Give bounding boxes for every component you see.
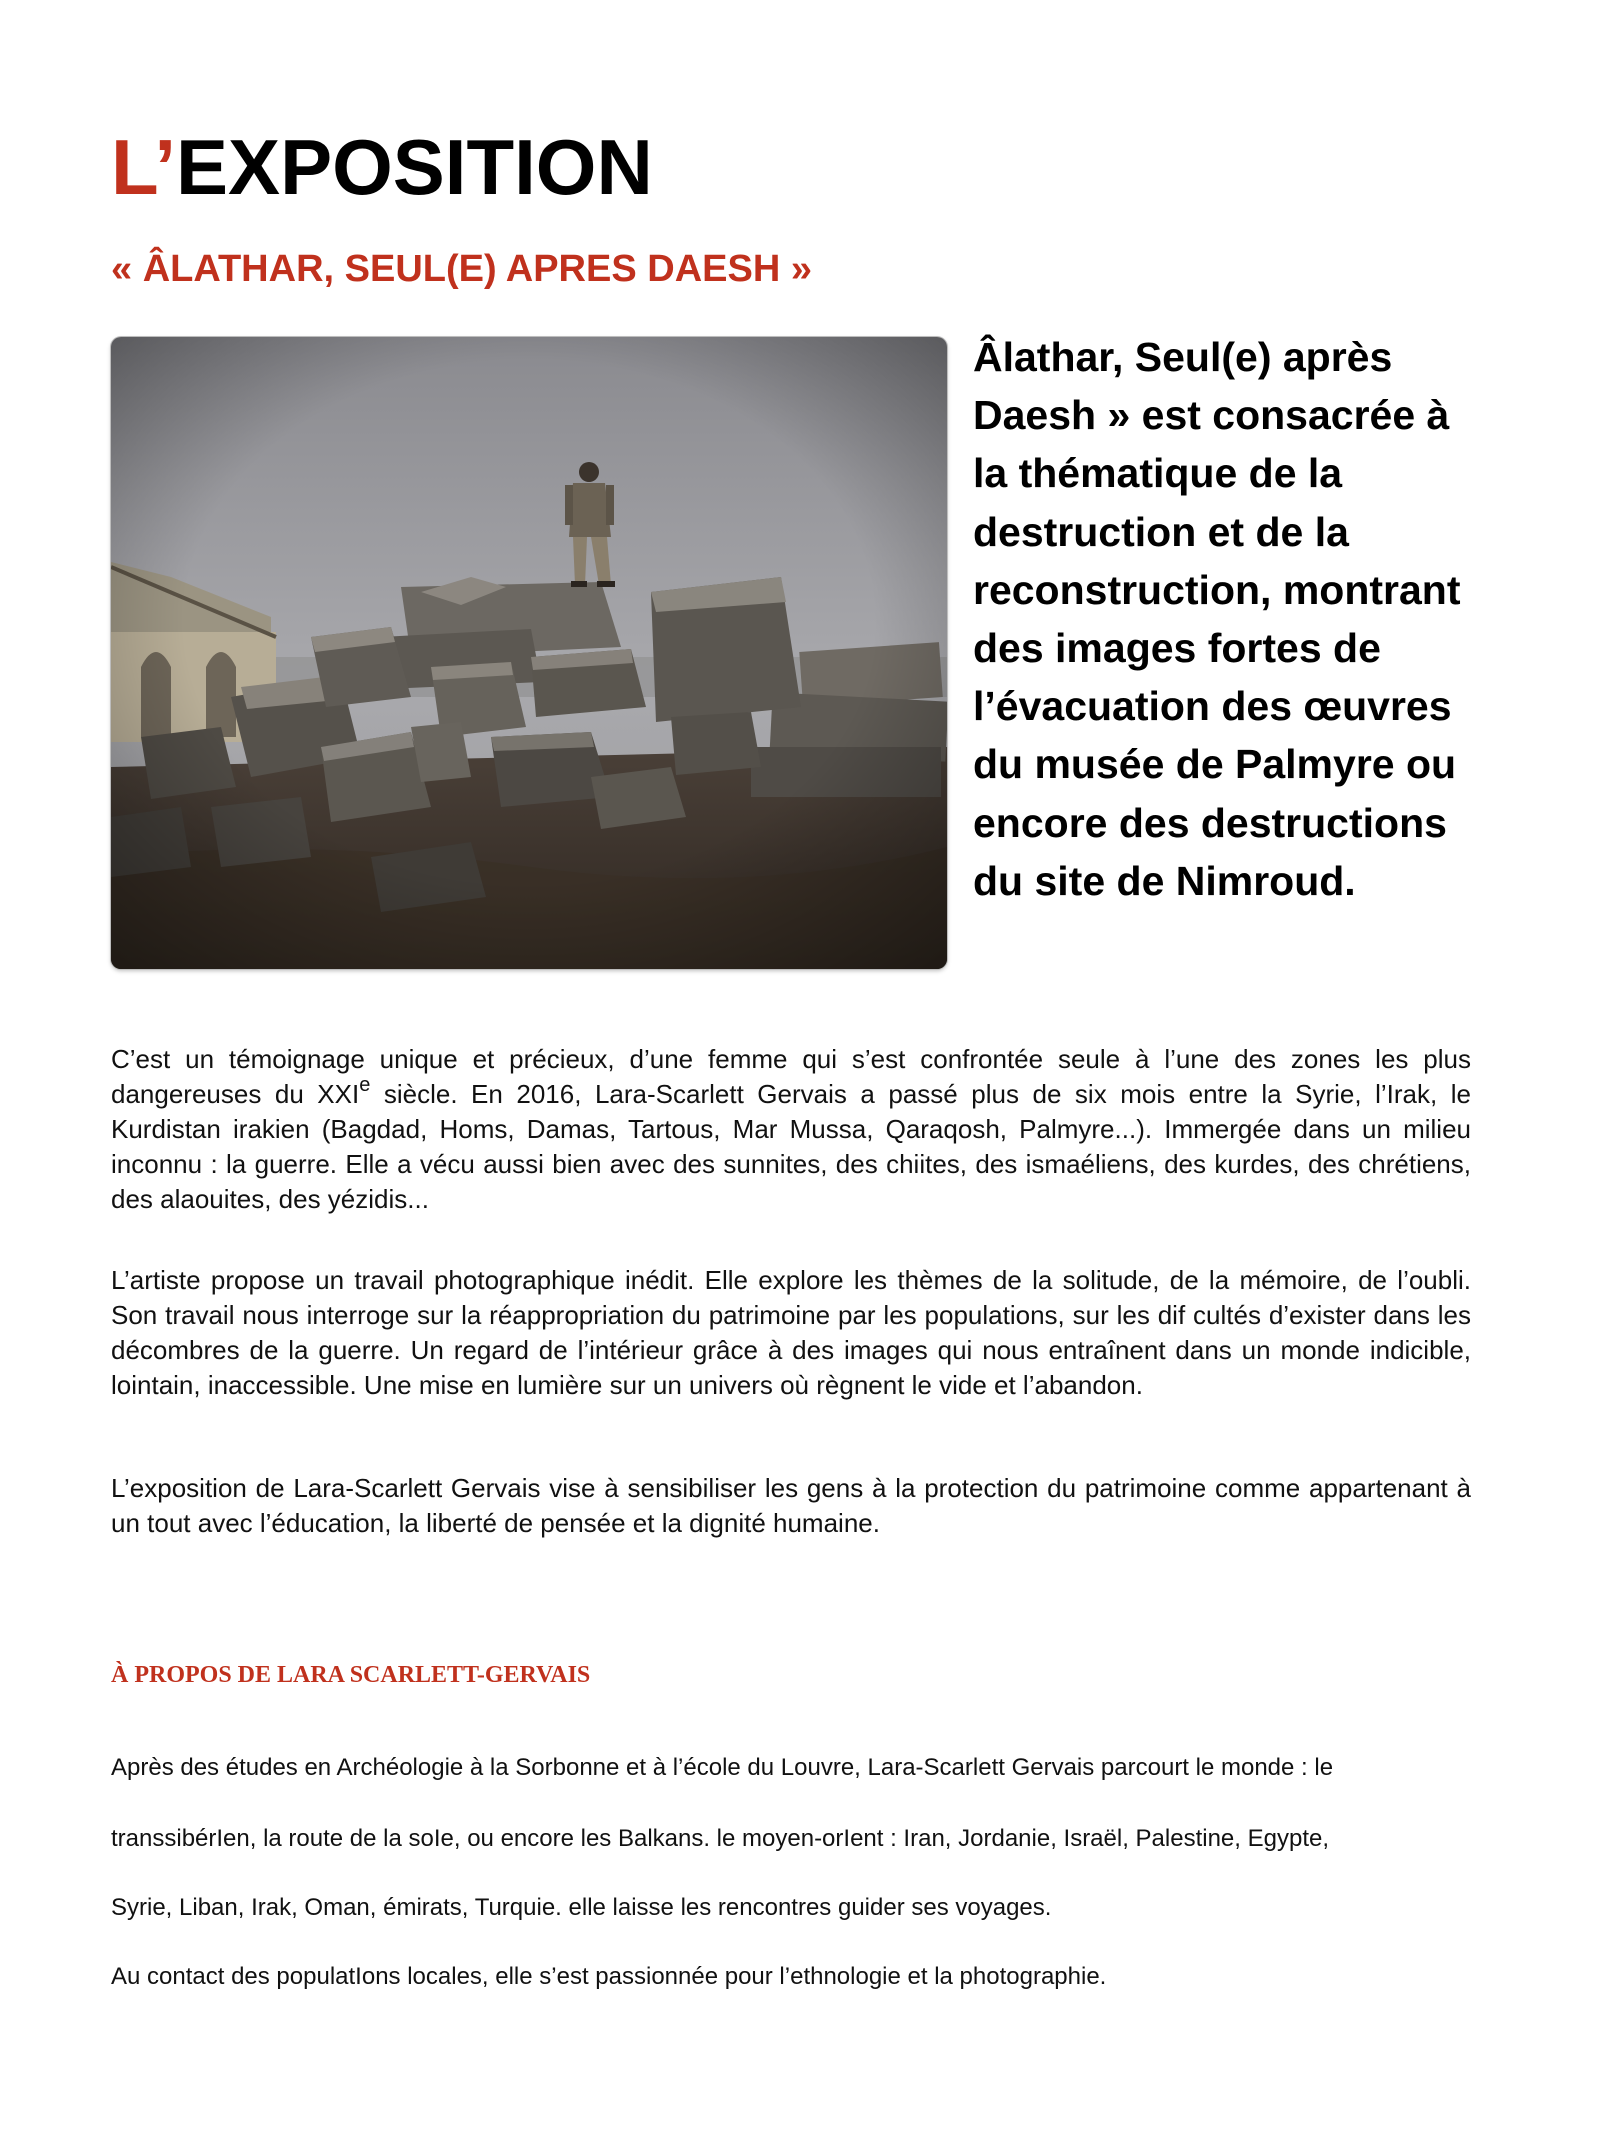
bio-line-1: Après des études en Archéologie à la Sorbonne et à l’école du Louvre, Lara-Scarlett Gervais parcourt le monde : le bbox=[111, 1754, 1334, 1781]
photo-ruins-icon bbox=[111, 337, 947, 969]
bio-line-4: Au contact des populatIons locales, elle s’est passionnée pour l’ethnologie et la photographie. bbox=[111, 1963, 1107, 1990]
century-superscript: e bbox=[359, 1074, 371, 1096]
title-prefix: L’ bbox=[111, 123, 177, 211]
body-paragraph-1-part1: C’est un témoignage unique et précieux, d’une femme qui s’est confrontée seule à l’une des zones les plus dangereuses du XXI bbox=[111, 1044, 1471, 1109]
exhibition-subtitle: « ÂLATHAR, SEUL(E) APRES DAESH » bbox=[111, 248, 812, 290]
about-heading: À PROPOS DE LARA SCARLETT-GERVAIS bbox=[111, 1662, 591, 1688]
exhibition-photo bbox=[111, 337, 947, 969]
page-title bbox=[111, 122, 653, 212]
body-paragraph-3: L’exposition de Lara-Scarlett Gervais vise à sensibiliser les gens à la protection du patrimoine comme appartenant à un tout avec l’éducation, la liberté de pensée et la dignité humaine. bbox=[111, 1473, 1471, 1538]
bio-line-3: Syrie, Liban, Irak, Oman, émirats, Turquie. elle laisse les rencontres guider ses voyages. bbox=[111, 1894, 1052, 1921]
body-paragraph-2: L’artiste propose un travail photographique inédit. Elle explore les thèmes de la solitude, de la mémoire, de l’oubli. Son travail nous interroge sur la réappropriation du patrimoine par les populations, sur les dif cultés d’exister dans les décombres de la guerre. Un regard de l’intérieur grâce à des images qui nous entraînent dans un monde indicible, lointain, inaccessible. Une mise en lumière sur un univers où règnent le vide et l’abandon. bbox=[111, 1265, 1471, 1400]
title-main: EXPOSITION bbox=[176, 123, 653, 211]
body-paragraph-1 bbox=[111, 1042, 1471, 1217]
body-paragraph-1-part2: siècle. En 2016, Lara-Scarlett Gervais a passé plus de six mois entre la Syrie, l’Irak, le Kurdistan irakien (Bagdad, Homs, Damas, Tartous, Mar Mussa, Qaraqosh, Palmyre...). Immergée dans un milieu inconnu : la guerre. Elle a vécu aussi bien avec des sunnites, des chiites, des ismaéliens, des kurdes, des chrétiens, des alaouites, des yézidis... bbox=[111, 1079, 1471, 1214]
bio-line-2: transsibérIen, la route de la soIe, ou encore les Balkans. le moyen-orIent : Iran, Jordanie, Israël, Palestine, Egypte, bbox=[111, 1825, 1329, 1852]
exhibition-lead: Âlathar, Seul(e) après Daesh » est consacrée à la thématique de la destruction et de la reconstruction, montrant des images fortes de l’évacuation des œuvres du musée de Palmyre ou encore des destructions du site de Nimroud. bbox=[973, 334, 1461, 904]
